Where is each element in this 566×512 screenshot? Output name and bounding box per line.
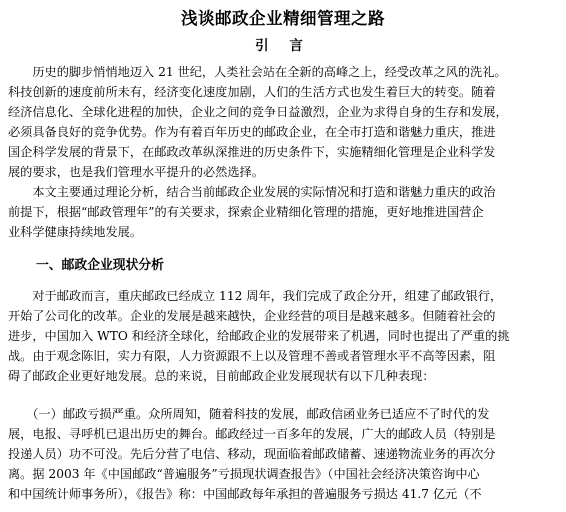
section-heading: 一、邮政企业现状分析 bbox=[36, 258, 164, 273]
text-line: 科技创新的速度前所未有，经济变化速度加剧，人们的生活方式也发生着巨大的转变。随着 bbox=[8, 85, 496, 99]
text-line: （一）邮政亏损严重。众所周知，随着科技的发展，邮政信函业务已适应不了时代的发 bbox=[8, 407, 490, 421]
text-line: 碍了邮政企业更好地发展。总的来说，目前邮政企业发展现状有以下几种表现： bbox=[8, 369, 435, 383]
text-line: 本文主要通过理论分析，结合当前邮政企业发展的实际情况和打造和谐魅力重庆的政治 bbox=[8, 185, 496, 199]
text-line: 离。据 2003 年《中国邮政“普遍服务”亏损现状调查报告》（中国社会经济决策咨询中心 bbox=[8, 467, 480, 481]
text-line: 历史的脚步悄悄地迈入 21 世纪，人类社会站在全新的高峰之上，经受改革之风的洗礼。 bbox=[8, 65, 507, 79]
text-line: 展的要求，也是我们管理水平提升的必然选择。 bbox=[8, 165, 264, 179]
text-line: 开始了公司化的改革。企业的发展是越来越快，企业经营的项目是越来越多。但随着社会的 bbox=[8, 309, 496, 323]
text-line: 前提下，根据“邮政管理年”的有关要求，探索企业精细化管理的措施，更好地推进国营企 bbox=[8, 205, 484, 219]
text-line: 进步，中国加入 WTO 和经济全球化，给邮政企业的发展带来了机遇，同时也提出了严重的挑 bbox=[8, 329, 510, 343]
text-line: 国企科学发展的背景下，在邮政改革纵深推进的历史条件下，实施精细化管理是企业科学发 bbox=[8, 145, 496, 159]
text-line: 展，电报、寻呼机已退出历史的舞台。邮政经过一百多年的发展，广大的邮政人员（特别是 bbox=[8, 427, 496, 441]
text-line: 必须具备良好的竞争优势。作为有着百年历史的邮政企业，在全市打造和谐魅力重庆，推进 bbox=[8, 125, 496, 139]
text-line: 战。由于观念陈旧，实力有限，人力资源跟不上以及管理不善或者管理水平不高等因素，阻 bbox=[8, 349, 496, 363]
text-line: 和中国统计师事务所），《报告》称：中国邮政每年承担的普遍服务亏损达 41.7 亿元（不 bbox=[8, 487, 482, 501]
text-line: 经济信息化、全球化进程的加快，企业之间的竞争日益激烈，企业为求得自身的生存和发展， bbox=[8, 105, 508, 119]
text-line: 业科学健康持续地发展。 bbox=[8, 225, 143, 239]
intro-heading: 引 言 bbox=[255, 38, 311, 54]
text-line: 投递人员）功不可没。先后分营了电信、移动，现面临着邮政储蓄、速递物流业务的再次分 bbox=[8, 447, 496, 461]
text-line: 对于邮政而言，重庆邮政已经成立 112 周年，我们完成了政企分开，组建了邮政银行， bbox=[8, 289, 503, 303]
document-title: 浅谈邮政企业精细管理之路 bbox=[181, 9, 385, 28]
